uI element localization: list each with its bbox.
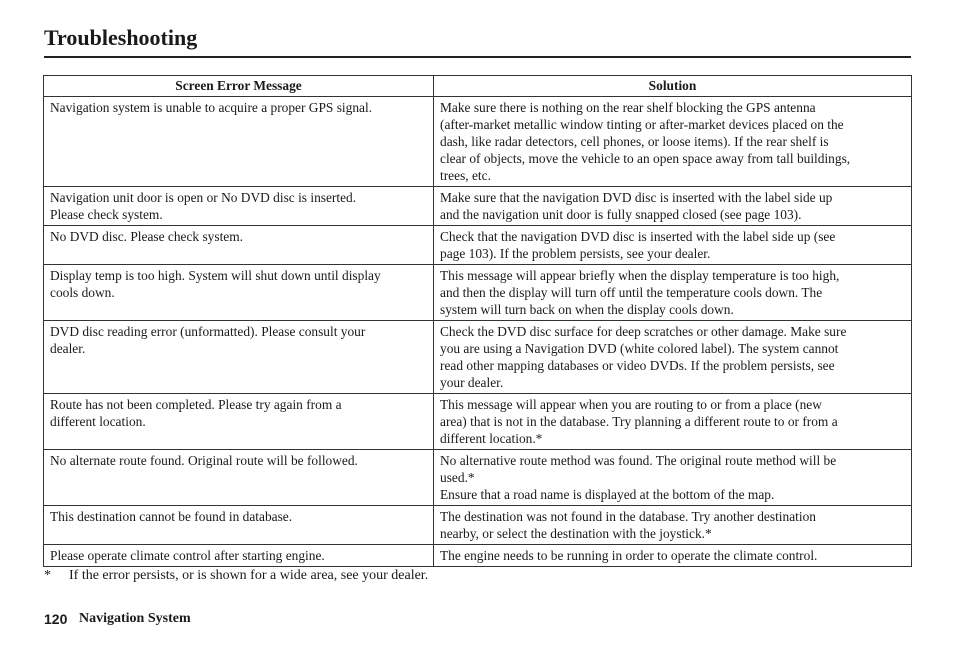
solution-cell-line: nearby, or select the destination with the joystick.*: [440, 526, 712, 541]
solution-cell-line: trees, etc.: [440, 168, 491, 183]
solution-cell-line: Make sure there is nothing on the rear shelf blocking the GPS antenna: [440, 100, 816, 115]
error-message-cell-line: Please check system.: [50, 207, 163, 222]
error-message-cell: [44, 265, 434, 321]
solution-cell-line: read other mapping databases or video DVDs. If the problem persists, see: [440, 358, 835, 373]
section-name: Navigation System: [79, 611, 191, 626]
error-message-cell: [44, 394, 434, 450]
table-row: [44, 321, 912, 394]
solution-cell-line: The destination was not found in the database. Try another destination: [440, 509, 816, 524]
error-message-cell-line: No alternate route found. Original route will be followed.: [50, 453, 358, 468]
solution-cell: [434, 97, 912, 187]
troubleshooting-table: [43, 75, 912, 567]
error-message-cell: [44, 450, 434, 506]
error-message-cell-line: No DVD disc. Please check system.: [50, 229, 244, 244]
table-row: [44, 265, 912, 321]
solution-cell-line: area) that is not in the database. Try planning a different route to or from a: [440, 414, 838, 429]
header-screen-error-message: Screen Error Message: [44, 76, 434, 97]
error-message-cell: [44, 187, 434, 226]
header-solution: Solution: [434, 76, 912, 97]
error-message-cell-line: different location.: [50, 414, 146, 429]
table-row: [44, 187, 912, 226]
solution-cell-line: and the navigation unit door is fully snapped closed (see page 103).: [440, 207, 802, 222]
table-row: [44, 545, 912, 567]
error-message-cell-line: Route has not been completed. Please try again from a: [50, 397, 342, 412]
solution-cell: [434, 394, 912, 450]
solution-cell-line: clear of objects, move the vehicle to an open space away from tall buildings,: [440, 151, 851, 166]
solution-cell-line: This message will appear when you are routing to or from a place (new: [440, 397, 822, 412]
table-row: [44, 226, 912, 265]
error-message-cell-line: This destination cannot be found in database.: [50, 509, 293, 524]
solution-cell-line: (after-market metallic window tinting or after-market devices placed on the: [440, 117, 844, 132]
error-message-cell: [44, 226, 434, 265]
error-message-cell: [44, 321, 434, 394]
solution-cell-line: used.*: [440, 470, 475, 485]
solution-cell: [434, 265, 912, 321]
solution-cell: [434, 187, 912, 226]
solution-cell-line: This message will appear briefly when the display temperature is too high,: [440, 268, 840, 283]
solution-cell-line: page 103). If the problem persists, see your dealer.: [440, 246, 711, 261]
title-rule: [44, 56, 911, 58]
error-message-cell: [44, 506, 434, 545]
table-row: [44, 450, 912, 506]
error-message-cell-line: Display temp is too high. System will shut down until display: [50, 268, 381, 283]
solution-cell-line: and then the display will turn off until the temperature cools down. The: [440, 285, 823, 300]
table-row: [44, 506, 912, 545]
footnote: [44, 568, 428, 584]
footnote-marker: *: [44, 568, 51, 583]
solution-cell: [434, 226, 912, 265]
solution-cell: [434, 450, 912, 506]
solution-cell: [434, 506, 912, 545]
table-row: [44, 97, 912, 187]
solution-cell-line: Ensure that a road name is displayed at the bottom of the map.: [440, 487, 775, 502]
solution-cell-line: your dealer.: [440, 375, 504, 390]
solution-cell-line: you are using a Navigation DVD (white colored label). The system cannot: [440, 341, 839, 356]
error-message-cell-line: cools down.: [50, 285, 115, 300]
table-header-row: [44, 76, 912, 97]
error-message-cell: [44, 97, 434, 187]
page-number: 120: [44, 611, 68, 627]
solution-cell: [434, 321, 912, 394]
error-message-cell-line: DVD disc reading error (unformatted). Please consult your: [50, 324, 366, 339]
footnote-text: If the error persists, or is shown for a wide area, see your dealer.: [69, 568, 429, 583]
solution-cell-line: Make sure that the navigation DVD disc is inserted with the label side up: [440, 190, 833, 205]
solution-cell-line: No alternative route method was found. The original route method will be: [440, 453, 837, 468]
table-row: [44, 394, 912, 450]
solution-cell-line: system will turn back on when the display cools down.: [440, 302, 734, 317]
page-title: Troubleshooting: [44, 25, 198, 50]
error-message-cell-line: Please operate climate control after starting engine.: [50, 548, 325, 563]
error-message-cell-line: Navigation system is unable to acquire a proper GPS signal.: [50, 100, 373, 115]
solution-cell: [434, 545, 912, 567]
solution-cell-line: Check the DVD disc surface for deep scratches or other damage. Make sure: [440, 324, 847, 339]
solution-cell-line: The engine needs to be running in order to operate the climate control.: [440, 548, 818, 563]
table-body: [44, 97, 912, 567]
error-message-cell-line: Navigation unit door is open or No DVD disc is inserted.: [50, 190, 357, 205]
error-message-cell: [44, 545, 434, 567]
solution-cell-line: Check that the navigation DVD disc is inserted with the label side up (see: [440, 229, 836, 244]
error-message-cell-line: dealer.: [50, 341, 86, 356]
solution-cell-line: dash, like radar detectors, cell phones, or loose items). If the rear shelf is: [440, 134, 829, 149]
solution-cell-line: different location.*: [440, 431, 543, 446]
